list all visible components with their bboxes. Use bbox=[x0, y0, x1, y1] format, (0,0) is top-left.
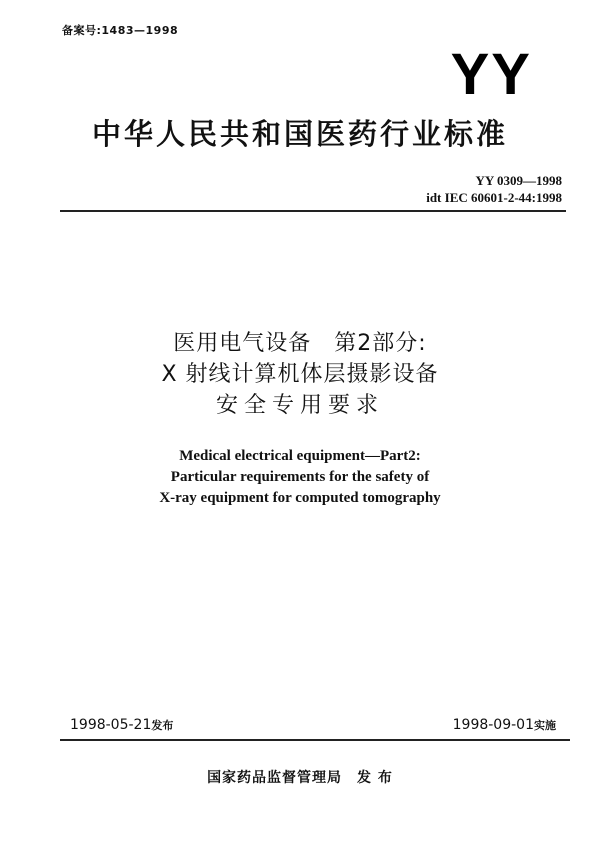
top-divider bbox=[60, 210, 566, 212]
standard-logo: YY bbox=[450, 42, 532, 107]
implementation-label: 实施 bbox=[534, 719, 556, 732]
title-en-line-3: X-ray equipment for computed tomography bbox=[159, 490, 441, 506]
publisher: 国家药品监督管理局 发 布 bbox=[207, 770, 393, 786]
implementation-date-block bbox=[453, 717, 556, 733]
bottom-divider bbox=[60, 739, 570, 741]
title-cn-line-1: 医用电气设备 第2部分: bbox=[173, 331, 427, 356]
title-en-line-1: Medical electrical equipment—Part2: bbox=[179, 448, 421, 464]
title-cn-line-2: X 射线计算机体层摄影设备 bbox=[161, 362, 439, 387]
standard-number-block bbox=[426, 172, 562, 206]
record-number: 备案号:1483—1998 bbox=[62, 24, 179, 37]
document-title-chinese bbox=[0, 328, 600, 421]
title-cn-line-3: 安全专用要求 bbox=[215, 393, 384, 418]
standard-category-title: 中华人民共和国医药行业标准 bbox=[91, 117, 508, 151]
identical-standard: idt IEC 60601-2-44:1998 bbox=[426, 190, 562, 205]
issue-label: 发布 bbox=[151, 719, 174, 732]
issue-date-block bbox=[70, 717, 173, 733]
document-title-english bbox=[0, 446, 600, 509]
issue-date: 1998-05-21 bbox=[70, 717, 152, 733]
title-en-line-2: Particular requirements for the safety of bbox=[170, 469, 430, 485]
standard-number: YY 0309—1998 bbox=[475, 173, 562, 188]
implementation-date: 1998-09-01 bbox=[452, 717, 534, 733]
